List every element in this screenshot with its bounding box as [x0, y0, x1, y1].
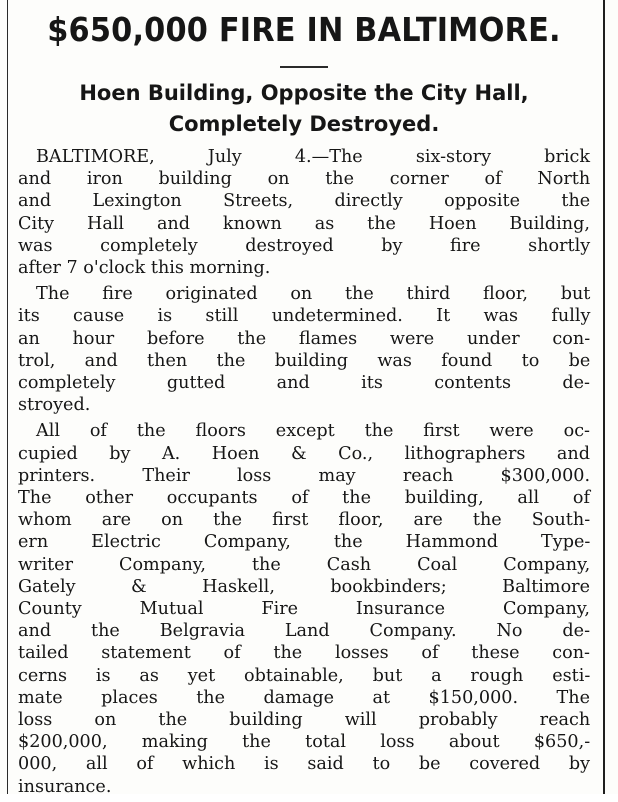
paragraph-line: Gately & Haskell, bookbinders; Baltimore: [18, 576, 590, 597]
paragraph-2: [18, 283, 590, 416]
paragraph-line: cerns is as yet obtainable, but a rough esti-: [18, 665, 591, 686]
subheadline-line-1: Hoen Building, Opposite the City Hall,: [79, 81, 529, 105]
paragraph-line: City Hall and known as the Hoen Building,: [18, 213, 590, 234]
paragraph-line: tailed statement of the losses of these con-: [18, 643, 590, 664]
paragraph-line: mate places the damage at $150,000. The: [18, 687, 590, 708]
paragraph-line: ern Electric Company, the Hammond Type-: [18, 532, 591, 553]
headline-divider: [280, 66, 328, 68]
paragraph-line: The fire originated on the third floor, but: [36, 284, 591, 305]
paragraph-1: [18, 146, 590, 279]
column-rule-right: [603, 0, 605, 794]
paragraph-line: printers. Their loss may reach $300,000.: [18, 465, 591, 486]
subheadline-line-2: Completely Destroyed.: [168, 112, 440, 136]
article-body: [18, 146, 590, 798]
headline: $650,000 FIRE IN BALTIMORE.: [47, 10, 561, 49]
paragraph-line: All of the floors except the first were oc-: [36, 421, 590, 442]
article: [18, 8, 590, 802]
paragraph-line: trol, and then the building was found to be: [18, 350, 591, 371]
paragraph-line: cupied by A. Hoen & Co., lithographers and: [18, 443, 590, 464]
paragraph-line: after 7 o'clock this morning.: [18, 258, 271, 279]
paragraph-line: County Mutual Fire Insurance Company,: [18, 599, 590, 620]
paragraph-line: BALTIMORE, July 4.—The six-story brick: [36, 147, 590, 167]
subheadline: [18, 78, 590, 140]
paragraph-line: and iron building on the corner of North: [18, 169, 591, 190]
column-rule-left: [7, 0, 8, 794]
paragraph-line: stroyed.: [18, 395, 91, 416]
paragraph-line: loss on the building will probably reach: [18, 710, 591, 731]
paragraph-line: and Lexington Streets, directly opposite the: [18, 191, 591, 212]
paragraph-3: [18, 420, 590, 797]
paragraph-line: The other occupants of the building, all of: [18, 488, 590, 509]
paragraph-line: its cause is still undetermined. It was fully: [18, 306, 591, 327]
paragraph-line: was completely destroyed by fire shortly: [18, 235, 591, 256]
paragraph-line: insurance.: [18, 776, 112, 797]
paragraph-line: whom are on the first floor, are the South-: [18, 510, 591, 531]
paragraph-line: 000, all of which is said to be covered by: [18, 754, 591, 775]
paragraph-line: completely gutted and its contents de-: [18, 373, 590, 394]
paragraph-line: $200,000, making the total loss about $650,-: [18, 732, 591, 753]
paragraph-line: writer Company, the Cash Coal Company,: [18, 554, 591, 575]
paragraph-line: and the Belgravia Land Company. No de-: [18, 621, 591, 642]
paragraph-line: an hour before the flames were under con-: [18, 328, 591, 349]
